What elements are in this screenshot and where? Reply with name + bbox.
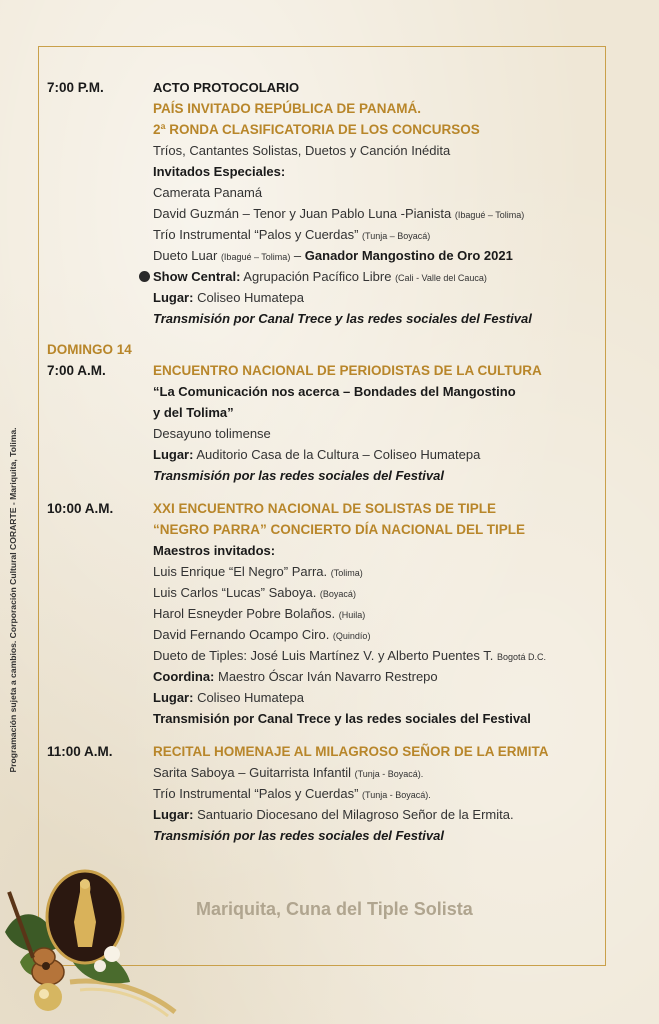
origin: (Ibagué – Tolima) [454, 210, 525, 220]
event-line [153, 624, 370, 647]
performer: Luis Enrique “El Negro” Parra. [153, 564, 331, 579]
label: Coordina: [153, 669, 215, 684]
award: Ganador Mangostino de Oro 2021 [304, 248, 513, 263]
performer: Luis Carlos “Lucas” Saboya. [153, 585, 320, 600]
festival-emblem-icon [0, 862, 180, 1017]
performer: David Fernando Ocampo Ciro. [153, 627, 333, 642]
performer: Sarita Saboya – Guitarrista Infantil [153, 765, 355, 780]
performer: Trío Instrumental “Palos y Cuerdas” [153, 786, 363, 801]
venue: Coliseo Humatepa [193, 290, 305, 305]
event-line [153, 224, 430, 247]
broadcast: Transmisión por Canal Trece y las redes sociales del Festival [153, 711, 531, 726]
event-heading: Invitados Especiales: [153, 164, 286, 179]
event-line [153, 203, 524, 226]
label: Lugar: [153, 290, 194, 305]
label: Show Central: [153, 269, 241, 284]
event-line [153, 287, 304, 308]
venue: Auditorio Casa de la Cultura – Coliseo Humatepa [193, 447, 481, 462]
separator: – [290, 248, 305, 263]
event-line: Desayuno tolimense [153, 426, 271, 441]
event-subtitle: 2ª RONDA CLASIFICATORIA DE LOS CONCURSOS [153, 122, 480, 137]
origin: (Boyacá) [319, 589, 356, 599]
venue: Coliseo Humatepa [193, 690, 305, 705]
event-line [153, 783, 431, 806]
time-s1: 7:00 P.M. [47, 80, 104, 95]
event-title: XXI ENCUENTRO NACIONAL DE SOLISTAS DE TIPLE [153, 501, 497, 516]
time-s3: 10:00 A.M. [47, 501, 114, 516]
event-subtitle: “La Comunicación nos acerca – Bondades del Mangostino [153, 384, 516, 399]
label: Lugar: [153, 447, 194, 462]
origin: (Tunja – Boyacá) [362, 231, 431, 241]
event-line [153, 762, 423, 785]
event-line [153, 582, 356, 605]
event-line [153, 266, 487, 289]
performer: Trío Instrumental “Palos y Cuerdas” [153, 227, 363, 242]
event-line [153, 666, 438, 687]
event-subtitle: PAÍS INVITADO REPÚBLICA DE PANAMÁ. [153, 101, 422, 116]
schedule [47, 77, 607, 846]
side-note-text: Programación sujeta a cambios. Corporación Cultural CORARTE - Mariquita, Tolima. [8, 427, 18, 773]
event-line [153, 444, 480, 465]
side-note [3, 390, 23, 810]
day-heading: DOMINGO 14 [47, 342, 132, 357]
broadcast: Transmisión por Canal Trece y las redes sociales del Festival [153, 311, 532, 326]
origin: Bogotá D.C. [496, 652, 547, 662]
performer: David Guzmán – Tenor y Juan Pablo Luna -Pianista [153, 206, 455, 221]
event-title: RECITAL HOMENAJE AL MILAGROSO SEÑOR DE LA ERMITA [153, 744, 549, 759]
origin: (Tunja - Boyacá). [362, 790, 431, 800]
venue: Santuario Diocesano del Milagroso Señor de la Ermita. [193, 807, 514, 822]
label: Lugar: [153, 807, 194, 822]
origin: (Huila) [338, 610, 366, 620]
event-line [153, 603, 365, 626]
broadcast: Transmisión por las redes sociales del Festival [153, 828, 444, 843]
event-title: ACTO PROTOCOLARIO [153, 80, 300, 95]
performer: Agrupación Pacífico Libre [240, 269, 396, 284]
label: Lugar: [153, 690, 194, 705]
event-line: Camerata Panamá [153, 185, 263, 200]
event-title: ENCUENTRO NACIONAL DE PERIODISTAS DE LA CULTURA [153, 363, 542, 378]
performer: Dueto Luar [153, 248, 221, 263]
event-line [153, 245, 513, 268]
event-subtitle: “NEGRO PARRA” CONCIERTO DÍA NACIONAL DEL TIPLE [153, 522, 526, 537]
event-subtitle: y del Tolima” [153, 405, 234, 420]
time-s2: 7:00 A.M. [47, 363, 106, 378]
origin: (Ibagué – Tolima) [220, 252, 291, 262]
event-line [153, 561, 363, 584]
event-line [153, 645, 546, 668]
coordinator: Maestro Óscar Iván Navarro Restrepo [214, 669, 438, 684]
broadcast: Transmisión por las redes sociales del Festival [153, 468, 444, 483]
origin: (Quindío) [332, 631, 371, 641]
slogan: Mariquita, Cuna del Tiple Solista [196, 899, 473, 919]
time-s4: 11:00 A.M. [47, 744, 113, 759]
origin: (Tunja - Boyacá). [354, 769, 424, 779]
origin: (Tolima) [330, 568, 363, 578]
performer: Harol Esneyder Pobre Bolaños. [153, 606, 339, 621]
event-line [153, 804, 514, 825]
mangosteen-icon [139, 271, 150, 282]
performer: Dueto de Tiples: José Luis Martínez V. y Alberto Puentes T. [153, 648, 497, 663]
event-line: Tríos, Cantantes Solistas, Duetos y Canción Inédita [153, 143, 451, 158]
event-heading: Maestros invitados: [153, 543, 276, 558]
origin: (Cali - Valle del Cauca) [395, 273, 487, 283]
event-line [153, 687, 304, 708]
